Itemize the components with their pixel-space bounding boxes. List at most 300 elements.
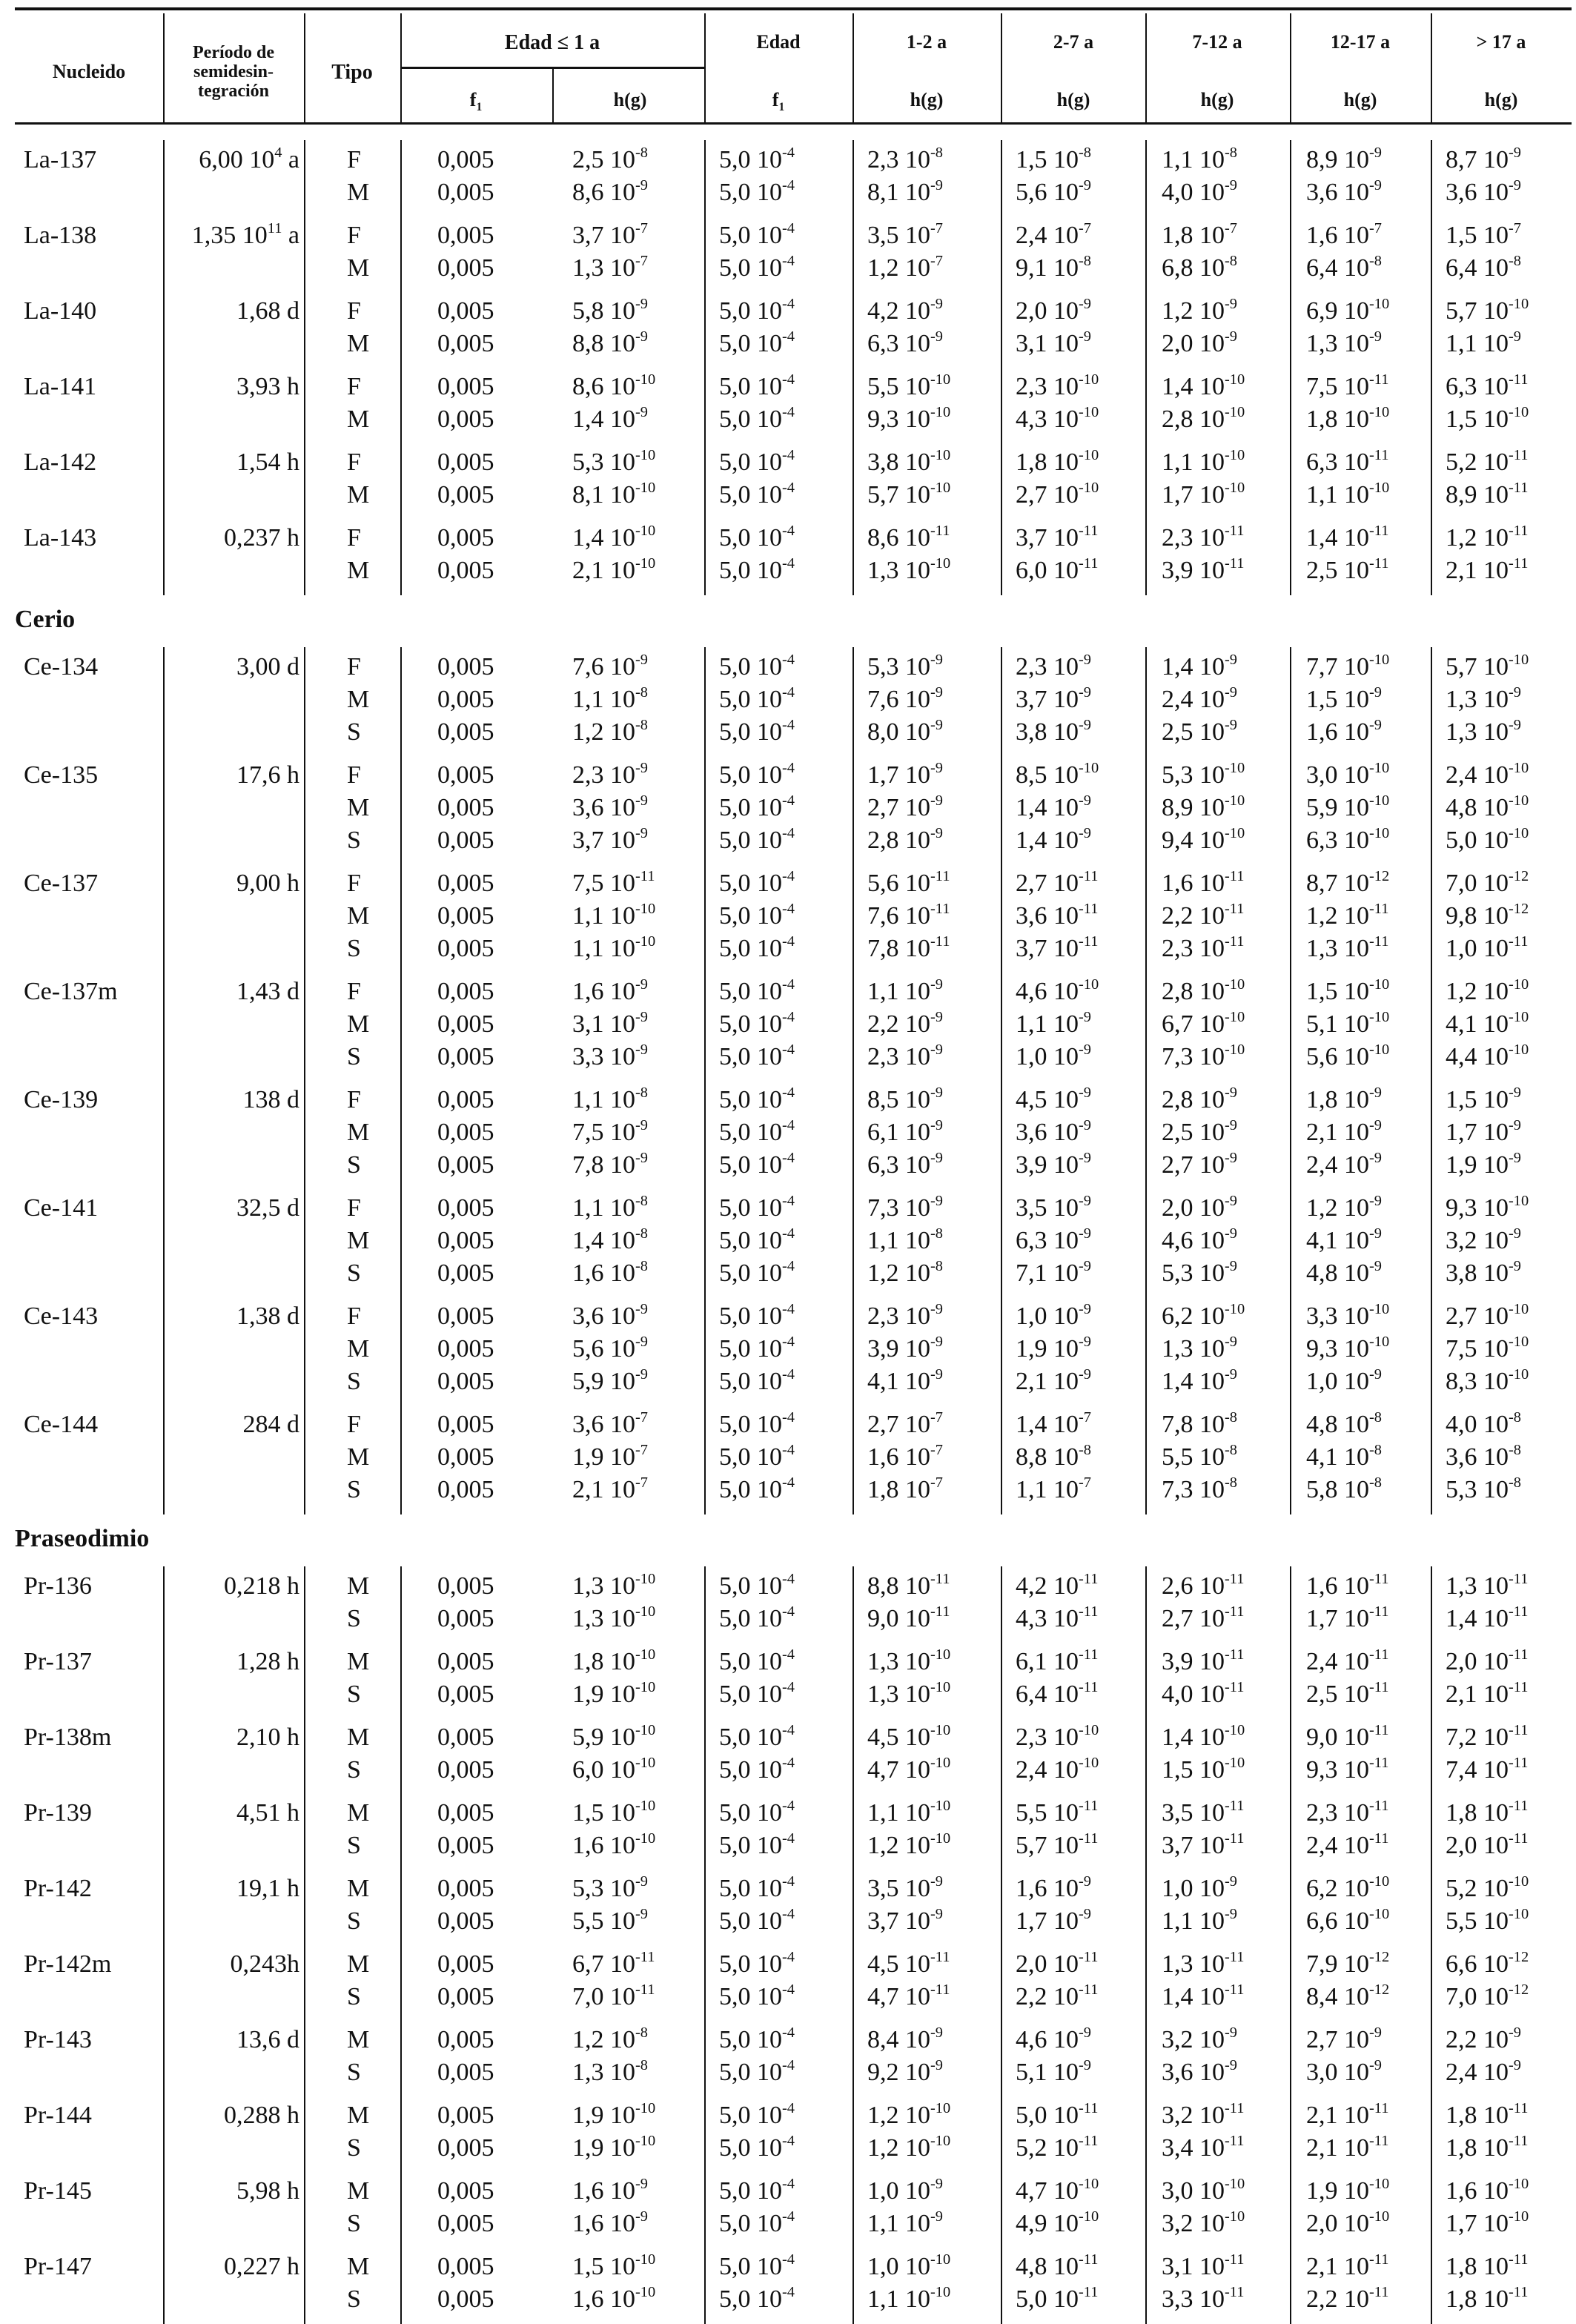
f1-value: 0,005 <box>437 2059 494 2086</box>
hg-value: 1,1 $10^{-9}$ <box>1162 1905 1237 1935</box>
hg-value: 1,5 $10^{-7}$ <box>1446 219 1521 249</box>
f1-value: 5,0 $10^{-4}$ <box>719 522 795 552</box>
hg-value: 1,2 $10^{-9}$ <box>1162 295 1237 325</box>
half-life: 17,6 h <box>236 761 299 789</box>
hg-value: 1,6 $10^{-10}$ <box>572 1830 656 1859</box>
hg-value: 2,2 $10^{-11}$ <box>1306 2283 1389 2313</box>
f1-value: 5,0 $10^{-4}$ <box>719 2251 795 2280</box>
f1-value: 5,0 $10^{-4}$ <box>719 1905 795 1935</box>
hg-value: 7,3 $10^{-9}$ <box>867 1192 943 1222</box>
hg-value: 7,9 $10^{-12}$ <box>1306 1948 1390 1978</box>
hg-value: 9,0 $10^{-11}$ <box>1306 1721 1389 1751</box>
hg-value: 6,2 $10^{-10}$ <box>1306 1873 1390 1902</box>
absorption-type: M <box>347 794 370 821</box>
hg-value: 1,3 $10^{-9}$ <box>1306 328 1382 357</box>
hg-value: 6,4 $10^{-8}$ <box>1446 252 1521 282</box>
hg-value: 4,3 $10^{-10}$ <box>1016 403 1099 433</box>
hg-value: 3,3 $10^{-10}$ <box>1306 1300 1390 1330</box>
f1-value: 5,0 $10^{-4}$ <box>719 1678 795 1708</box>
half-life: 138 d <box>242 1086 299 1113</box>
hg-value: 1,4 $10^{-9}$ <box>572 403 648 433</box>
hg-value: 2,3 $10^{-9}$ <box>572 759 648 789</box>
absorption-type: S <box>347 2134 361 2162</box>
f1-subheader: $f_1$ <box>469 89 483 114</box>
absorption-type: S <box>347 1832 361 1859</box>
nuclide-name: Ce-134 <box>24 653 99 681</box>
header-col-rule <box>1290 13 1291 122</box>
f1-value: 0,005 <box>437 2210 494 2237</box>
hg-value: 7,5 $10^{-9}$ <box>572 1116 648 1146</box>
hg-value: 3,6 $10^{-9}$ <box>1446 176 1521 206</box>
hg-value: 5,8 $10^{-8}$ <box>1306 1474 1382 1503</box>
body-col-rule <box>163 140 165 595</box>
body-col-rule <box>163 647 165 1514</box>
body-col-rule <box>1145 1566 1147 2324</box>
hg-value: 1,3 $10^{-8}$ <box>572 2056 648 2086</box>
f1-value: 5,0 $10^{-4}$ <box>719 683 795 713</box>
body-col-rule <box>1145 647 1147 1514</box>
nuclide-name: Pr-143 <box>24 2026 92 2053</box>
hg-value: 3,3 $10^{-9}$ <box>572 1041 648 1070</box>
hg-value: 1,8 $10^{-10}$ <box>1306 403 1390 433</box>
nuclide-name: Pr-144 <box>24 2102 92 2129</box>
absorption-type: M <box>347 686 370 713</box>
hg-value: 1,0 $10^{-9}$ <box>1306 1365 1382 1395</box>
f1-value: 5,0 $10^{-4}$ <box>719 252 795 282</box>
hg-value: 1,6 $10^{-9}$ <box>572 976 648 1005</box>
body-col-rule <box>1001 1566 1002 2324</box>
header-col-rule <box>1145 13 1147 122</box>
f1-value: 5,0 $10^{-4}$ <box>719 792 795 821</box>
f1-value: 5,0 $10^{-4}$ <box>719 1041 795 1070</box>
hg-value: 1,6 $10^{-7}$ <box>867 1441 943 1471</box>
hg-value: 1,1 $10^{-9}$ <box>1446 328 1521 357</box>
hg-value: 1,2 $10^{-11}$ <box>1306 900 1389 930</box>
hg-value: 1,9 $10^{-10}$ <box>572 1678 656 1708</box>
hg-value: 3,8 $10^{-10}$ <box>867 446 951 476</box>
hg-value: 3,6 $10^{-9}$ <box>1016 1116 1091 1146</box>
hg-value: 5,7 $10^{-11}$ <box>1016 1830 1099 1859</box>
hg-value: 1,1 $10^{-10}$ <box>867 1797 951 1827</box>
half-life: 0,243h <box>230 1950 299 1978</box>
absorption-type: S <box>347 1151 361 1179</box>
body-col-rule <box>304 1566 305 2324</box>
hg-value: 1,5 $10^{-8}$ <box>1016 144 1091 173</box>
absorption-type: M <box>347 481 370 509</box>
hg-value: 1,4 $10^{-11}$ <box>1446 1603 1529 1632</box>
hg-value: 2,0 $10^{-9}$ <box>1162 1192 1237 1222</box>
half-life: 0,288 h <box>224 2102 299 2129</box>
hg-value: 4,1 $10^{-9}$ <box>1306 1225 1382 1254</box>
hg-value: 2,4 $10^{-9}$ <box>1446 2056 1521 2086</box>
f1-value: 0,005 <box>437 405 494 433</box>
f1-value: 0,005 <box>437 902 494 930</box>
f1-value: 5,0 $10^{-4}$ <box>719 219 795 249</box>
hg-value: 2,5 $10^{-8}$ <box>572 144 648 173</box>
half-life: 284 d <box>242 1411 299 1438</box>
hg-value: 5,5 $10^{-10}$ <box>867 371 951 400</box>
hg-value: 1,2 $10^{-10}$ <box>867 1830 951 1859</box>
body-col-rule <box>400 140 402 595</box>
hg-value: 5,5 $10^{-9}$ <box>572 1905 648 1935</box>
hg-value: 4,6 $10^{-9}$ <box>1016 2024 1091 2053</box>
hg-value: 1,3 $10^{-11}$ <box>1446 1570 1529 1600</box>
hg-value: 8,8 $10^{-9}$ <box>572 328 648 357</box>
hg-value: 1,9 $10^{-10}$ <box>572 2099 656 2129</box>
hg-value: 3,4 $10^{-11}$ <box>1162 2132 1245 2162</box>
hg-value: 1,3 $10^{-11}$ <box>1306 933 1389 962</box>
hg-value: 1,9 $10^{-10}$ <box>1306 2175 1390 2205</box>
f1-value: 5,0 $10^{-4}$ <box>719 2099 795 2129</box>
absorption-type: M <box>347 405 370 433</box>
hg-value: 7,5 $10^{-11}$ <box>572 867 655 897</box>
half-life: 3,00 d <box>236 653 299 681</box>
header-col-rule <box>552 67 554 122</box>
absorption-type: S <box>347 1907 361 1935</box>
hg-value: 1,4 $10^{-9}$ <box>1162 1365 1237 1395</box>
absorption-type: S <box>347 1605 361 1632</box>
f1-value: 5,0 $10^{-4}$ <box>719 1116 795 1146</box>
body-col-rule <box>1001 647 1002 1514</box>
hg-value: 1,7 $10^{-10}$ <box>1162 479 1245 509</box>
hg-value: 1,6 $10^{-7}$ <box>1306 219 1382 249</box>
absorption-type: F <box>347 297 361 325</box>
hg-value: 2,3 $10^{-8}$ <box>867 144 943 173</box>
hg-value: 1,1 $10^{-10}$ <box>867 2283 951 2313</box>
hg-value: 2,8 $10^{-10}$ <box>1162 403 1245 433</box>
hg-value: 1,3 $10^{-10}$ <box>867 1678 951 1708</box>
hg-value: 2,1 $10^{-11}$ <box>1306 2132 1389 2162</box>
f1-value: 0,005 <box>437 1832 494 1859</box>
absorption-type: M <box>347 2026 370 2053</box>
f1-value: 0,005 <box>437 686 494 713</box>
nuclide-name: Pr-142m <box>24 1950 112 1978</box>
col-12-17-header: 12-17 a <box>1330 31 1391 53</box>
f1-value: 0,005 <box>437 1875 494 1902</box>
hg-value: 4,3 $10^{-11}$ <box>1016 1603 1099 1632</box>
hg-value: 1,3 $10^{-7}$ <box>572 252 648 282</box>
hg-value: 2,5 $10^{-9}$ <box>1162 1116 1237 1146</box>
absorption-type: F <box>347 1411 361 1438</box>
f1-value: 5,0 $10^{-4}$ <box>719 1149 795 1179</box>
half-life: 9,00 h <box>236 870 299 897</box>
hg-value: 1,0 $10^{-9}$ <box>867 2175 943 2205</box>
hg-value: 5,8 $10^{-9}$ <box>572 295 648 325</box>
hg-value: 1,3 $10^{-10}$ <box>572 1603 656 1632</box>
hg-value: 3,9 $10^{-9}$ <box>1016 1149 1091 1179</box>
hg-value: 1,0 $10^{-9}$ <box>1016 1300 1091 1330</box>
hg-value: 7,8 $10^{-8}$ <box>1162 1408 1237 1438</box>
half-life: 3,93 h <box>236 373 299 400</box>
hg-value: 4,5 $10^{-11}$ <box>867 1948 950 1978</box>
f1-value: 0,005 <box>437 1756 494 1784</box>
hg-value: 1,6 $10^{-11}$ <box>1162 867 1245 897</box>
hg-value: 1,3 $10^{-10}$ <box>572 1570 656 1600</box>
body-col-rule <box>852 140 854 595</box>
f1-value: 0,005 <box>437 935 494 962</box>
hg-value: 5,2 $10^{-11}$ <box>1016 2132 1099 2162</box>
hg-value: 7,2 $10^{-11}$ <box>1446 1721 1529 1751</box>
absorption-type: S <box>347 1043 361 1070</box>
f1-value: 5,0 $10^{-4}$ <box>719 1474 795 1503</box>
hg-value: 1,0 $10^{-9}$ <box>1016 1041 1091 1070</box>
hg-value: 5,6 $10^{-9}$ <box>1016 176 1091 206</box>
half-life: 1,28 h <box>236 1648 299 1675</box>
hg-value: 3,6 $10^{-8}$ <box>1446 1441 1521 1471</box>
f1-value: 5,0 $10^{-4}$ <box>719 2024 795 2053</box>
f1-value: 0,005 <box>437 1194 494 1222</box>
f1-value: 0,005 <box>437 330 494 357</box>
hg-value: 2,8 $10^{-9}$ <box>867 824 943 854</box>
body-col-rule <box>163 1566 165 2324</box>
nuclide-name: La-140 <box>24 297 97 325</box>
absorption-type: M <box>347 2253 370 2280</box>
hg-value: 2,7 $10^{-11}$ <box>1016 867 1099 897</box>
absorption-type: S <box>347 827 361 854</box>
nuclide-name: Ce-135 <box>24 761 99 789</box>
hg-value: 5,3 $10^{-9}$ <box>572 1873 648 1902</box>
hg-value: 8,1 $10^{-9}$ <box>867 176 943 206</box>
hg-value: 3,7 $10^{-9}$ <box>867 1905 943 1935</box>
f1-value: 0,005 <box>437 827 494 854</box>
hg-subheader: h(g) <box>1343 89 1377 110</box>
hg-value: 1,8 $10^{-9}$ <box>1306 1084 1382 1113</box>
hg-value: 1,5 $10^{-9}$ <box>1446 1084 1521 1113</box>
hg-value: 3,9 $10^{-11}$ <box>1162 554 1245 584</box>
hg-value: 3,0 $10^{-9}$ <box>1306 2056 1382 2086</box>
hg-value: 5,3 $10^{-10}$ <box>1162 759 1245 789</box>
hg-value: 5,5 $10^{-10}$ <box>1446 1905 1529 1935</box>
f1-value: 5,0 $10^{-4}$ <box>719 1981 795 2010</box>
nuclide-name: Pr-145 <box>24 2177 92 2205</box>
hg-value: 2,3 $10^{-11}$ <box>1162 522 1245 552</box>
hg-value: 4,6 $10^{-10}$ <box>1016 976 1099 1005</box>
half-life: 0,218 h <box>224 1572 299 1600</box>
hg-value: 1,4 $10^{-8}$ <box>572 1225 648 1254</box>
hg-value: 2,1 $10^{-11}$ <box>1446 554 1529 584</box>
f1-value: 5,0 $10^{-4}$ <box>719 1721 795 1751</box>
hg-value: 1,4 $10^{-7}$ <box>1016 1408 1091 1438</box>
hg-value: 1,2 $10^{-10}$ <box>1446 976 1529 1005</box>
hg-value: 6,7 $10^{-10}$ <box>1162 1008 1245 1038</box>
hg-value: 3,1 $10^{-11}$ <box>1162 2251 1245 2280</box>
absorption-type: F <box>347 761 361 789</box>
col-7-12-header: 7-12 a <box>1192 31 1242 53</box>
f1-value: 5,0 $10^{-4}$ <box>719 1333 795 1363</box>
f1-value: 0,005 <box>437 794 494 821</box>
f1-value: 0,005 <box>437 1950 494 1978</box>
f1-value: 0,005 <box>437 448 494 476</box>
hg-value: 6,0 $10^{-11}$ <box>1016 554 1099 584</box>
f1-value: 0,005 <box>437 1443 494 1471</box>
nuclide-name: Pr-138m <box>24 1724 112 1751</box>
nuclide-name: Ce-141 <box>24 1194 99 1222</box>
f1-value: 5,0 $10^{-4}$ <box>719 933 795 962</box>
hg-value: 1,5 $10^{-10}$ <box>1446 403 1529 433</box>
half-life: 0,237 h <box>224 524 299 552</box>
hg-value: 1,8 $10^{-7}$ <box>867 1474 943 1503</box>
f1-value: 0,005 <box>437 761 494 789</box>
f1-value: 5,0 $10^{-4}$ <box>719 479 795 509</box>
body-col-rule <box>400 647 402 1514</box>
absorption-type: F <box>347 448 361 476</box>
hg-value: 2,4 $10^{-10}$ <box>1016 1754 1099 1784</box>
hg-value: 1,8 $10^{-10}$ <box>572 1646 656 1675</box>
f1-value: 5,0 $10^{-4}$ <box>719 867 795 897</box>
f1-value: 0,005 <box>437 146 494 173</box>
hg-value: 5,7 $10^{-10}$ <box>1446 651 1529 681</box>
body-col-rule <box>1290 647 1291 1514</box>
hg-value: 4,1 $10^{-9}$ <box>867 1365 943 1395</box>
hg-value: 1,8 $10^{-11}$ <box>1446 2283 1529 2313</box>
half-life: 1,35 $10^{11}$ a <box>191 219 299 249</box>
f1-value: 5,0 $10^{-4}$ <box>719 976 795 1005</box>
half-life: 4,51 h <box>236 1799 299 1827</box>
absorption-type: M <box>347 1950 370 1978</box>
half-life: 1,68 d <box>236 297 299 325</box>
hg-value: 6,6 $10^{-12}$ <box>1446 1948 1529 1978</box>
half-life: 13,6 d <box>236 2026 299 2053</box>
hg-value: 4,8 $10^{-11}$ <box>1016 2251 1099 2280</box>
body-col-rule <box>1290 1566 1291 2324</box>
header-col-rule <box>852 13 854 122</box>
hg-value: 7,3 $10^{-10}$ <box>1162 1041 1245 1070</box>
hg-value: 1,2 $10^{-11}$ <box>1446 522 1529 552</box>
hg-value: 1,2 $10^{-8}$ <box>572 716 648 746</box>
f1-value: 5,0 $10^{-4}$ <box>719 1754 795 1784</box>
hg-value: 5,2 $10^{-11}$ <box>1446 446 1529 476</box>
hg-value: 2,3 $10^{-9}$ <box>867 1300 943 1330</box>
half-life: 5,98 h <box>236 2177 299 2205</box>
hg-value: 6,3 $10^{-11}$ <box>1446 371 1529 400</box>
f1-value: 0,005 <box>437 2285 494 2313</box>
hg-value: 7,6 $10^{-9}$ <box>867 683 943 713</box>
f1-value: 5,0 $10^{-4}$ <box>719 900 795 930</box>
hg-value: 4,7 $10^{-10}$ <box>1016 2175 1099 2205</box>
body-col-rule <box>1431 1566 1432 2324</box>
absorption-type: M <box>347 1335 370 1363</box>
hg-value: 2,8 $10^{-10}$ <box>1162 976 1245 1005</box>
dose-coefficient-table <box>15 7 1572 2313</box>
hg-value: 2,3 $10^{-11}$ <box>1162 933 1245 962</box>
hg-value: 1,1 $10^{-8}$ <box>867 1225 943 1254</box>
hg-value: 8,9 $10^{-10}$ <box>1162 792 1245 821</box>
header-col-rule <box>400 13 402 122</box>
hg-value: 1,9 $10^{-10}$ <box>572 2132 656 2162</box>
nuclide-name: La-141 <box>24 373 97 400</box>
hg-value: 3,5 $10^{-9}$ <box>867 1873 943 1902</box>
hg-value: 6,3 $10^{-9}$ <box>1016 1225 1091 1254</box>
nuclide-name: Ce-139 <box>24 1086 99 1113</box>
f1-value: 5,0 $10^{-4}$ <box>719 1603 795 1632</box>
hg-value: 2,6 $10^{-11}$ <box>1162 1570 1245 1600</box>
absorption-type: M <box>347 1572 370 1600</box>
hg-value: 8,5 $10^{-10}$ <box>1016 759 1099 789</box>
absorption-type: S <box>347 718 361 746</box>
hg-value: 7,6 $10^{-11}$ <box>867 900 950 930</box>
hg-value: 2,2 $10^{-11}$ <box>1162 900 1245 930</box>
hg-value: 2,4 $10^{-7}$ <box>1016 219 1091 249</box>
hg-value: 4,2 $10^{-9}$ <box>867 295 943 325</box>
hg-value: 3,9 $10^{-11}$ <box>1162 1646 1245 1675</box>
hg-value: 2,7 $10^{-10}$ <box>1446 1300 1529 1330</box>
hg-value: 6,1 $10^{-9}$ <box>867 1116 943 1146</box>
hg-value: 1,6 $10^{-11}$ <box>1306 1570 1389 1600</box>
f1-value: 0,005 <box>437 1648 494 1675</box>
f1-value: 5,0 $10^{-4}$ <box>719 1646 795 1675</box>
hg-value: 6,8 $10^{-8}$ <box>1162 252 1237 282</box>
hg-value: 8,4 $10^{-9}$ <box>867 2024 943 2053</box>
nuclide-name: Ce-144 <box>24 1411 99 1438</box>
hg-value: 5,5 $10^{-11}$ <box>1016 1797 1099 1827</box>
f1-value: 5,0 $10^{-4}$ <box>719 2208 795 2237</box>
f1-value: 0,005 <box>437 2102 494 2129</box>
hg-value: 2,5 $10^{-11}$ <box>1306 1678 1389 1708</box>
body-col-rule <box>400 1566 402 2324</box>
absorption-type: M <box>347 1010 370 1038</box>
hg-value: 5,1 $10^{-10}$ <box>1306 1008 1390 1038</box>
hg-value: 4,5 $10^{-9}$ <box>1016 1084 1091 1113</box>
hg-value: 9,1 $10^{-8}$ <box>1016 252 1091 282</box>
hg-value: 2,1 $10^{-9}$ <box>1306 1116 1382 1146</box>
hg-value: 1,6 $10^{-9}$ <box>1016 1873 1091 1902</box>
f1-value: 5,0 $10^{-4}$ <box>719 1441 795 1471</box>
body-col-rule <box>704 140 706 595</box>
hg-value: 7,0 $10^{-12}$ <box>1446 867 1529 897</box>
hg-value: 3,2 $10^{-11}$ <box>1162 2099 1245 2129</box>
hg-value: 7,5 $10^{-10}$ <box>1446 1333 1529 1363</box>
hg-value: 8,8 $10^{-8}$ <box>1016 1441 1091 1471</box>
hg-value: 1,8 $10^{-11}$ <box>1446 1797 1529 1827</box>
hg-value: 3,7 $10^{-9}$ <box>1016 683 1091 713</box>
hg-value: 8,4 $10^{-12}$ <box>1306 1981 1390 2010</box>
nuclide-name: Ce-137m <box>24 978 118 1005</box>
hg-value: 2,2 $10^{-9}$ <box>867 1008 943 1038</box>
f1-value: 0,005 <box>437 1572 494 1600</box>
hg-value: 1,1 $10^{-10}$ <box>1306 479 1390 509</box>
f1-value: 5,0 $10^{-4}$ <box>719 1948 795 1978</box>
hg-value: 1,8 $10^{-10}$ <box>1016 446 1099 476</box>
hg-value: 3,5 $10^{-9}$ <box>1016 1192 1091 1222</box>
hg-value: 3,5 $10^{-11}$ <box>1162 1797 1245 1827</box>
hg-value: 8,9 $10^{-11}$ <box>1446 479 1529 509</box>
hg-value: 1,6 $10^{-9}$ <box>1306 716 1382 746</box>
f1-value: 5,0 $10^{-4}$ <box>719 328 795 357</box>
hg-value: 1,5 $10^{-9}$ <box>1306 683 1382 713</box>
hg-value: 2,1 $10^{-10}$ <box>572 554 656 584</box>
hg-value: 2,0 $10^{-11}$ <box>1446 1830 1529 1859</box>
hg-value: 3,7 $10^{-7}$ <box>572 219 648 249</box>
hg-value: 5,2 $10^{-10}$ <box>1446 1873 1529 1902</box>
hg-value: 6,2 $10^{-10}$ <box>1162 1300 1245 1330</box>
hg-value: 1,1 $10^{-10}$ <box>572 900 656 930</box>
absorption-type: F <box>347 146 361 173</box>
absorption-type: M <box>347 557 370 584</box>
hg-value: 7,5 $10^{-11}$ <box>1306 371 1389 400</box>
f1-value: 5,0 $10^{-4}$ <box>719 371 795 400</box>
hg-value: 4,8 $10^{-8}$ <box>1306 1408 1382 1438</box>
hg-value: 2,7 $10^{-11}$ <box>1162 1603 1245 1632</box>
absorption-type: F <box>347 978 361 1005</box>
col-nucleido-header: Nucleido <box>52 61 126 82</box>
absorption-type: M <box>347 1724 370 1751</box>
hg-value: 1,5 $10^{-10}$ <box>1306 976 1390 1005</box>
f1-value: 5,0 $10^{-4}$ <box>719 1797 795 1827</box>
absorption-type: S <box>347 2059 361 2086</box>
hg-value: 5,1 $10^{-9}$ <box>1016 2056 1091 2086</box>
f1-value: 0,005 <box>437 1368 494 1395</box>
hg-value: 3,0 $10^{-10}$ <box>1162 2175 1245 2205</box>
